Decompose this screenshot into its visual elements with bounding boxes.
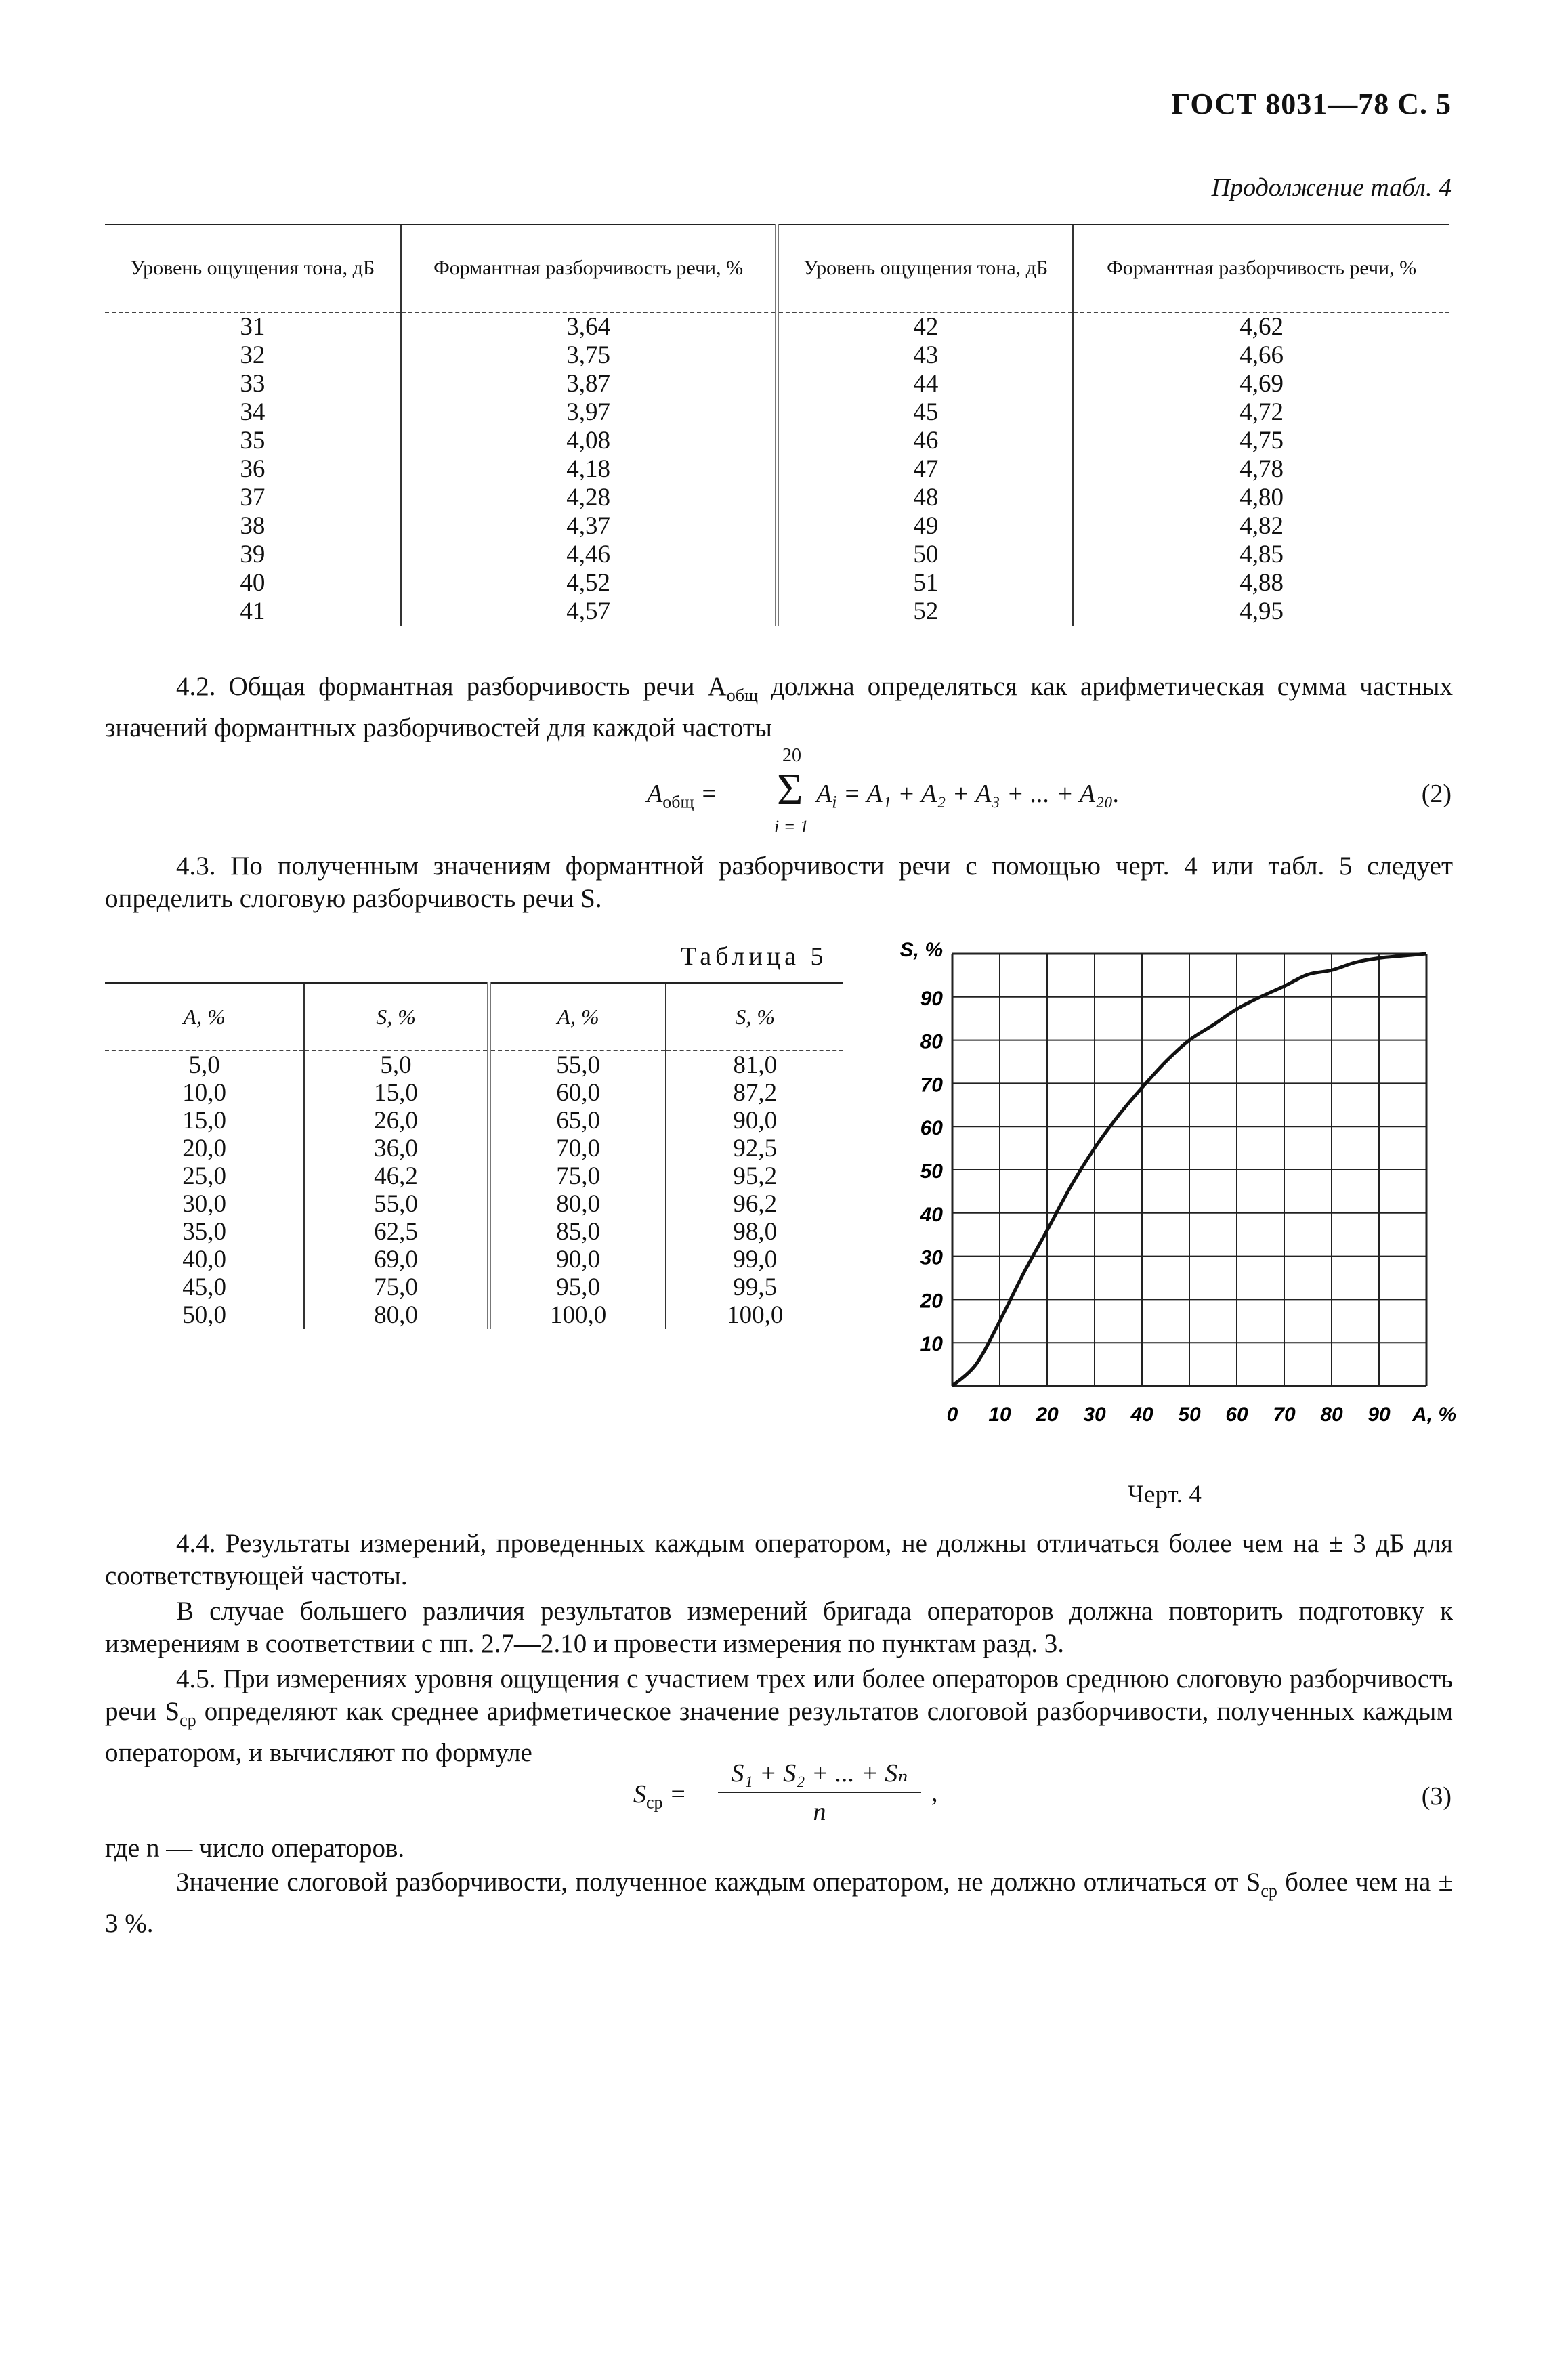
table5-row (105, 1246, 843, 1273)
table5-cell: 100,0 (489, 1301, 666, 1329)
table5-cell: 10,0 (182, 1079, 227, 1107)
chart-caption: Черт. 4 (1128, 1481, 1202, 1508)
table4-cell: 47 (777, 455, 1073, 484)
table4-cell: 4,69 (1073, 370, 1449, 398)
table5-cell: 95,0 (489, 1273, 666, 1301)
x-tick-label: 0 (946, 1403, 958, 1426)
table5-row (105, 1273, 843, 1301)
table5-cell: 99,0 (666, 1246, 843, 1273)
f2-lhs: A (647, 780, 663, 808)
table5-cell: 15,0 (304, 1079, 489, 1107)
table-5 (105, 982, 843, 1329)
table5-cell: 75,0 (304, 1273, 489, 1301)
table5-cell: 96,2 (666, 1190, 843, 1218)
y-tick-label: 60 (920, 1117, 943, 1140)
table4-cell: 37 (240, 484, 266, 511)
table4-cell: 4,37 (401, 512, 778, 541)
table4-cell: 35 (240, 427, 266, 455)
table4-cell: 48 (777, 484, 1073, 512)
table5-body (105, 1051, 843, 1329)
table5-row (105, 1051, 843, 1079)
paragraph-4-4-b (105, 1595, 1453, 1660)
y-tick-label: 30 (920, 1246, 943, 1269)
final-text-a: Значение слоговой разборчивости, полученное каждым оператором, не должно отличаться от S (176, 1867, 1261, 1897)
table4-cell: 31 (240, 313, 266, 341)
table4-header-level-2: Уровень ощущения тона, дБ (777, 224, 1073, 312)
eq-number-2: (2) (1421, 780, 1452, 808)
table4-cell: 44 (777, 370, 1073, 398)
y-tick-label: 90 (920, 987, 943, 1010)
table4-cell: 40 (240, 569, 266, 597)
y-axis-label: S, % (899, 939, 943, 961)
table5-cell: 5,0 (188, 1051, 220, 1079)
table5-cell: 45,0 (182, 1273, 227, 1301)
x-tick-label: 10 (988, 1403, 1011, 1426)
table5-cell: 69,0 (304, 1246, 489, 1273)
paragraph-4-3 (105, 850, 1453, 915)
table5-cell: 30,0 (182, 1190, 227, 1218)
table5-cell: 80,0 (304, 1301, 489, 1329)
table4-cell: 4,88 (1073, 569, 1449, 597)
table4-row (105, 484, 1449, 512)
table5-header-s-1: S, % (304, 983, 489, 1051)
table4-row (105, 512, 1449, 541)
table5-cell: 55,0 (489, 1051, 666, 1079)
final-sub: ср (1260, 1880, 1277, 1901)
x-tick-label: 40 (1130, 1403, 1153, 1426)
table4-row (105, 370, 1449, 398)
table5-cell: 90,0 (489, 1246, 666, 1273)
table5-row (105, 1107, 843, 1135)
table5-cell: 80,0 (489, 1190, 666, 1218)
table4-cell: 3,75 (401, 341, 778, 370)
table5-cell: 85,0 (489, 1218, 666, 1246)
table5-cell: 70,0 (489, 1135, 666, 1162)
p45-text-a: 4.5. При измерениях уровня ощущения с участием трех или более операторов среднюю слоговую разборчивость речи S (105, 1664, 1453, 1726)
x-tick-label: 20 (1036, 1403, 1059, 1426)
table4-cell: 4,28 (401, 484, 778, 512)
y-tick-label: 10 (920, 1333, 943, 1356)
p45-sub: ср (179, 1710, 196, 1730)
table4-cell: 4,18 (401, 455, 778, 484)
table4-cell: 4,95 (1073, 597, 1449, 626)
table-continuation-label: Продолжение табл. 4 (1211, 173, 1452, 202)
p42-text-a: 4.2. Общая формантная разборчивость речи A (176, 672, 727, 701)
table5-cell: 98,0 (666, 1218, 843, 1246)
f2-sum-bottom: i = 1 (774, 817, 809, 837)
table4-cell: 34 (240, 398, 266, 426)
y-tick-label: 80 (920, 1030, 943, 1053)
p44-text: 4.4. Результаты измерений, проведенных каждым оператором, не должны отличаться более чем на ± 3 дБ для соответствующей частоты. (105, 1529, 1453, 1590)
table4-cell: 3,87 (401, 370, 778, 398)
table4-cell: 50 (777, 541, 1073, 569)
p45-text-b: определяют как среднее арифметическое значение результатов слоговой разборчивости, полученных каждым оператором, и вычисляют по формуле (105, 1697, 1454, 1767)
table4-row (105, 541, 1449, 569)
x-axis-label: A, % (1412, 1403, 1457, 1426)
f2-rhs-sub: i (832, 792, 837, 812)
f3-denominator: n (813, 1798, 826, 1826)
x-tick-label: 90 (1368, 1403, 1391, 1426)
table5-cell: 5,0 (304, 1051, 489, 1079)
table-4 (105, 224, 1449, 626)
table4-cell: 4,82 (1073, 512, 1449, 541)
table4-row (105, 398, 1449, 427)
table5-cell: 25,0 (182, 1162, 227, 1190)
table5-header-s-2: S, % (666, 983, 843, 1051)
p42-text-b: должна определяться как арифметическая сумма частных значений формантных разборчивостей для каждой частоты (105, 672, 1453, 742)
table4-cell: 4,78 (1073, 455, 1449, 484)
fraction-bar (718, 1792, 921, 1793)
table4-cell: 41 (240, 597, 266, 625)
table5-row (105, 1162, 843, 1190)
table5-cell: 65,0 (489, 1107, 666, 1135)
table5-cell: 40,0 (182, 1246, 227, 1273)
eq-number-3: (3) (1421, 1782, 1452, 1811)
final-text-b: более чем на ± 3 %. (105, 1867, 1453, 1938)
table5-cell: 55,0 (304, 1190, 489, 1218)
table5-row (105, 1190, 843, 1218)
table4-cell: 32 (240, 341, 266, 369)
x-tick-label: 80 (1320, 1403, 1343, 1426)
sigma-icon: Σ (777, 765, 803, 814)
table4-cell: 4,85 (1073, 541, 1449, 569)
table5-cell: 35,0 (182, 1218, 227, 1246)
table4-cell: 4,57 (401, 597, 778, 626)
table5-cell: 20,0 (182, 1135, 227, 1162)
table5-cell: 46,2 (304, 1162, 489, 1190)
table4-cell: 4,75 (1073, 427, 1449, 455)
table5-row (105, 1135, 843, 1162)
table5-row (105, 1301, 843, 1329)
table5-cell: 60,0 (489, 1079, 666, 1107)
table5-cell: 100,0 (666, 1301, 843, 1329)
table4-cell: 42 (777, 312, 1073, 341)
f2-sum-top: 20 (782, 745, 801, 766)
table4-row (105, 597, 1449, 626)
table4-row (105, 312, 1449, 341)
table5-cell: 50,0 (182, 1301, 227, 1329)
chart-4 (881, 928, 1463, 1470)
f2-lhs-sub: общ (662, 792, 694, 812)
table5-cell: 99,5 (666, 1273, 843, 1301)
x-tick-label: 70 (1273, 1403, 1296, 1426)
f3-lhs: S (633, 1780, 646, 1809)
table4-cell: 33 (240, 370, 266, 398)
f2-rhs: A (816, 780, 832, 808)
f3-numerator: S₁ + S₂ + ... + Sₙ (731, 1759, 908, 1788)
table5-row (105, 1218, 843, 1246)
table4-row (105, 427, 1449, 455)
table5-cell: 87,2 (666, 1079, 843, 1107)
table5-cell: 75,0 (489, 1162, 666, 1190)
table4-cell: 39 (240, 541, 266, 568)
table4-cell: 52 (777, 597, 1073, 626)
table4-row (105, 455, 1449, 484)
table5-row (105, 1079, 843, 1107)
table4-cell: 45 (777, 398, 1073, 427)
table5-cell: 26,0 (304, 1107, 489, 1135)
table5-caption: Таблица 5 (681, 942, 828, 971)
table4-cell: 4,52 (401, 569, 778, 597)
p44b-text: В случае большего различия результатов измерений бригада операторов должна повторить подготовку к измерениям в соответствии с пп. 2.7—2.10 и провести измерения по пунктам разд. 3. (105, 1597, 1453, 1658)
table4-cell: 4,72 (1073, 398, 1449, 427)
x-tick-label: 30 (1083, 1403, 1106, 1426)
table5-cell: 90,0 (666, 1107, 843, 1135)
table5-header-a-1: A, % (105, 983, 304, 1051)
y-tick-label: 50 (920, 1160, 943, 1183)
table4-cell: 4,62 (1073, 312, 1449, 341)
y-tick-label: 40 (920, 1203, 943, 1226)
paragraph-4-4 (105, 1527, 1453, 1592)
table4-row (105, 569, 1449, 597)
table4-cell: 49 (777, 512, 1073, 541)
table4-cell: 43 (777, 341, 1073, 370)
table5-header-a-2: A, % (489, 983, 666, 1051)
table4-cell: 4,08 (401, 427, 778, 455)
table5-cell: 36,0 (304, 1135, 489, 1162)
table4-row (105, 341, 1449, 370)
table4-cell: 36 (240, 455, 266, 483)
paragraph-final (105, 1866, 1453, 1940)
table4-cell: 4,80 (1073, 484, 1449, 512)
table5-cell: 92,5 (666, 1135, 843, 1162)
paragraph-4-5 (105, 1663, 1453, 1769)
formula-2: $A_{общ}$ = 20 Σ i = 1 $A_i = A_1 + A_2 + A_3$ + ... + A₂₀. (647, 745, 1120, 837)
table4-cell: 4,66 (1073, 341, 1449, 370)
table4-header-level-1: Уровень ощущения тона, дБ (105, 224, 401, 312)
x-tick-label: 60 (1225, 1403, 1248, 1426)
page-header: ГОСТ 8031—78 С. 5 (1171, 87, 1452, 121)
table4-cell: 4,46 (401, 541, 778, 569)
table4-cell: 3,97 (401, 398, 778, 427)
table4-cell: 38 (240, 512, 266, 540)
f3-lhs-sub: ср (646, 1792, 663, 1813)
f2-tail: = A₁ + A₂ + A₃ + ... + A₂₀. (836, 780, 1120, 808)
p43-text: 4.3. По полученным значениям формантной разборчивости речи с помощью черт. 4 или табл. 5 следует определить слоговую разборчивость речи S. (105, 851, 1453, 913)
table5-cell: 81,0 (666, 1051, 843, 1079)
y-tick-label: 20 (920, 1290, 943, 1313)
table5-cell: 15,0 (182, 1107, 227, 1135)
paragraph-4-2 (105, 671, 1453, 744)
formula-3: $S_{ср}$ = S₁ + S₂ + ... + Sₙ n , (633, 1759, 938, 1826)
x-tick-label: 50 (1178, 1403, 1201, 1426)
table4-cell: 51 (777, 569, 1073, 597)
y-tick-label: 70 (920, 1074, 943, 1097)
table4-header-intelligibility-1: Формантная разборчивость речи, % (401, 224, 778, 312)
where-line: где n — число операторов. (105, 1834, 405, 1863)
table5-cell: 95,2 (666, 1162, 843, 1190)
table5-cell: 62,5 (304, 1218, 489, 1246)
p42-sub: общ (726, 685, 759, 705)
table4-header-intelligibility-2: Формантная разборчивость речи, % (1073, 224, 1449, 312)
table4-body (105, 312, 1449, 626)
table4-cell: 46 (777, 427, 1073, 455)
table4-cell: 3,64 (401, 312, 778, 341)
